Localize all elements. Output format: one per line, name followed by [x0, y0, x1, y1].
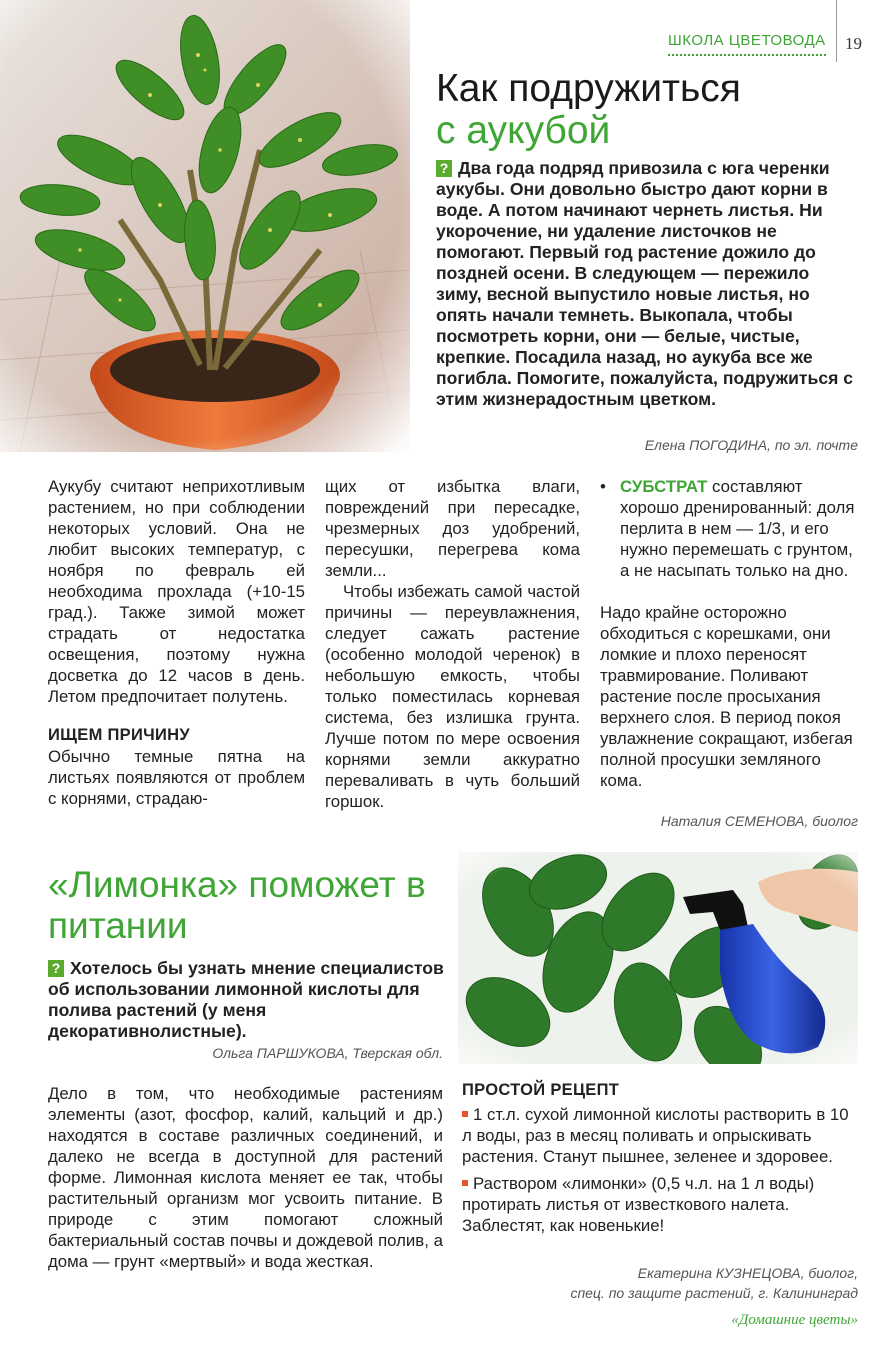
article-title-line2: с аукубой: [436, 109, 611, 152]
recipe-item-text: 1 ст.л. сухой лимонной кислоты растворить в 10 л воды, раз в месяц поливать и опрыскивать растения. Станут пышнее, зеленее и здоровее.: [462, 1105, 849, 1166]
answer-paragraph: Надо крайне осторожно обходиться с корешками, они ломкие и плохо переносят травмирование. Поливают растение после просыхания верхнего слоя. В период покоя увлажнение сокращают, избегая полной просушки земляного кома.: [600, 603, 853, 790]
article-title: [436, 68, 876, 152]
reader-question: [436, 158, 858, 410]
question-mark-icon: ?: [436, 160, 452, 177]
recipe-item: [462, 1104, 858, 1167]
recipe-block: [462, 1080, 858, 1236]
section-name: ШКОЛА ЦВЕТОВОДА: [668, 32, 826, 49]
answer-paragraph: щих от избытка влаги, повреждений при пересадке, чрезмерных доз удобрений, пересушки, перегрева кома земли...: [325, 477, 580, 580]
answer-2-signature-line2: спец. по защите растений, г. Калининград: [570, 1285, 858, 1301]
answer-column-2: [325, 476, 580, 812]
answer-signature: Наталия СЕМЕНОВА, биолог: [660, 813, 858, 829]
answer-2-signature-line1: Екатерина КУЗНЕЦОВА, биолог,: [637, 1265, 858, 1281]
answer-column-1: [48, 476, 305, 809]
magazine-name: «Домашние цветы»: [731, 1312, 858, 1328]
question-signature: Елена ПОГОДИНА, по эл. почте: [644, 437, 858, 453]
page-number: 19: [845, 34, 862, 53]
recipe-item: [462, 1173, 858, 1236]
answer-paragraph: Аукубу считают неприхотливым растением, но при соблюдении некоторых условий. Она не любит высоких температур, с ноября по февраль ей необходима прохлада (+10-15 град.). Также зимой может страдать от недостатка освещения, поэтому нужна досветка до 12 часов в день. Летом предпочитает полутень.: [48, 477, 305, 706]
spray-bottle-photo: [458, 852, 858, 1064]
reader-question-2-text: Хотелось бы узнать мнение специалистов об использовании лимонной кислоты для полива растений (у меня декоративнолистные).: [48, 958, 444, 1041]
question-mark-icon: ?: [48, 960, 64, 977]
answer-2-signature: [462, 1263, 858, 1303]
article2-title: «Лимонка» поможет в питании: [48, 864, 426, 946]
answer-paragraph: Обычно темные пятна на листьях появляются от проблем с корнями, страдаю-: [48, 747, 305, 808]
answer-2-body: Дело в том, что необходимые растениям элементы (азот, фосфор, калий, кальций и др.) находятся в составе различных соединений, и далеко не всегда в доступной для растений форме. Лимонная кислота меняет ее так, чтобы растительный организм мог усвоить питание. В природе с этим помогают сложный бактериальный состав почвы и дождевой полив, а дома — грунт «мертвый» и вода жесткая.: [48, 1084, 443, 1271]
subheading: ИЩЕМ ПРИЧИНУ: [48, 726, 190, 744]
page-divider: [836, 0, 837, 62]
answer-paragraph: Чтобы избежать самой частой причины — переувлажнения, следует сажать растение (особенно молодой черенок) в небольшую емкость, чтобы только поместилась корневая система, без излишка грунта. Лучше потом по мере освоения корнями земли аккуратно переваливать в чуть больший горшок.: [325, 582, 580, 811]
reader-question-2: [48, 958, 448, 1042]
square-bullet-icon: [462, 1111, 468, 1117]
aucuba-photo: [0, 0, 410, 452]
article-title-line1: Как подружиться: [436, 67, 741, 110]
recipe-heading: ПРОСТОЙ РЕЦЕПТ: [462, 1081, 620, 1099]
bullet-icon: •: [600, 477, 606, 496]
square-bullet-icon: [462, 1180, 468, 1186]
question-2-signature: Ольга ПАРШУКОВА, Тверская обл.: [212, 1045, 443, 1061]
section-underline: [668, 54, 826, 56]
reader-question-text: Два года подряд привозила с юга черенки аукубы. Они довольно быстро дают корни в воде. А потом начинают чернеть листья. Ни укорочение, ни удаление листочков не помогают. Первый год растение дожило до поздней осени. В следующем — пережило зиму, весной выпустило новые листья, но опять начали темнеть. Выкопала, чтобы посмотреть корни, они — белые, чистые, крепкие. Посадила назад, но аукуба все же погибла. Помогите, пожалуйста, подружиться с этим жизнерадостным цветком.: [436, 158, 854, 409]
substrate-label: СУБСТРАТ: [620, 477, 708, 496]
substrate-bullet: [600, 476, 858, 581]
answer-column-3: [600, 476, 858, 791]
substrate-text: составляют хорошо дренированный: доля перлита в нем — 1/3, и его нужно перемешать с грунтом, а не насыпать только на дно.: [620, 477, 855, 580]
recipe-item-text: Раствором «лимонки» (0,5 ч.л. на 1 л воды) протирать листья от известкового налета. Заблестят, как новенькие!: [462, 1174, 815, 1235]
